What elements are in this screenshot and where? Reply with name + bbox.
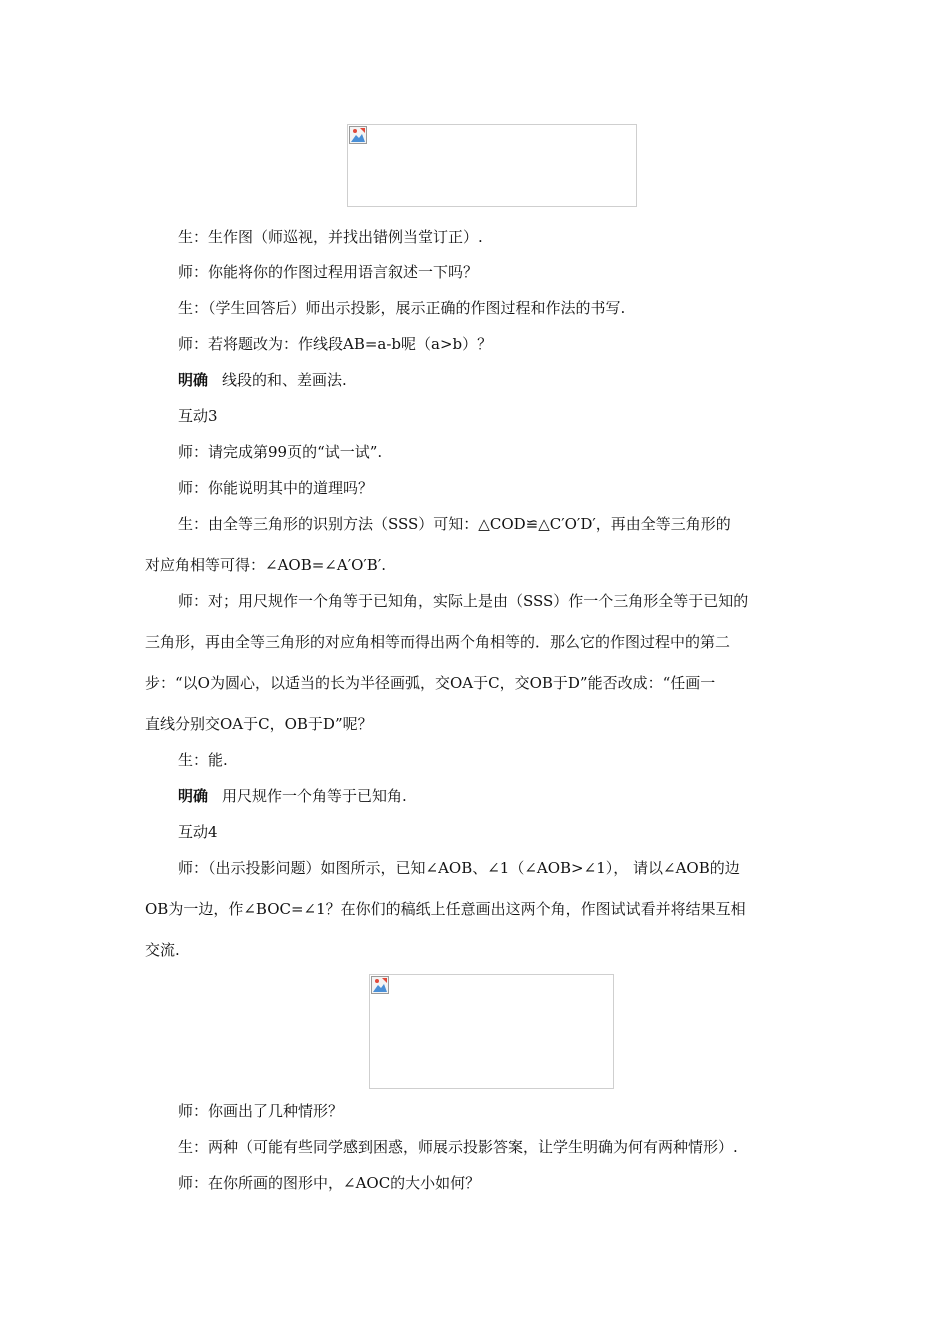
paragraph-line: 师：（出示投影问题）如图所示，已知∠AOB、∠1（∠AOB>∠1）， 请以∠AOB的边 — [178, 859, 740, 877]
emphasis-label: 明确 — [178, 371, 209, 389]
figure-image-1 — [347, 124, 637, 207]
paragraph: 生：（学生回答后）师出示投影，展示正确的作图过程和作法的书写. — [178, 299, 626, 317]
figure-image-2 — [369, 974, 614, 1089]
paragraph-line: 直线分别交OA于C，OB于D”呢？ — [145, 715, 373, 733]
emphasis-label: 明确 — [178, 787, 209, 805]
paragraph: 师：你能说明其中的道理吗？ — [178, 479, 374, 497]
paragraph-line: 对应角相等可得：∠AOB=∠A′O′B′. — [145, 556, 386, 574]
paragraph-text: 用尺规作一个角等于已知角. — [222, 787, 407, 805]
section-heading: 互动3 — [178, 407, 218, 425]
paragraph: 师：你能将你的作图过程用语言叙述一下吗？ — [178, 263, 479, 281]
broken-image-icon — [349, 126, 367, 144]
paragraph: 生：能. — [178, 751, 228, 769]
paragraph — [178, 786, 805, 806]
paragraph: 师：若将题改为：作线段AB=a-b呢（a>b）？ — [178, 335, 493, 353]
paragraph: 生：生作图（师巡视，并找出错例当堂订正）. — [178, 228, 483, 246]
broken-image-icon — [371, 976, 389, 994]
paragraph: 师：你画出了几种情形？ — [178, 1102, 344, 1120]
paragraph: 师：在你所画的图形中，∠AOC的大小如何？ — [178, 1174, 481, 1192]
paragraph-line: 生：由全等三角形的识别方法（SSS）可知：△COD≌△C′O′D′，再由全等三角形的 — [178, 515, 731, 533]
paragraph — [178, 370, 805, 390]
paragraph-line: 三角形，再由全等三角形的对应角相等而得出两个角相等的．那么它的作图过程中的第二 — [145, 633, 731, 651]
paragraph-line: OB为一边，作∠BOC=∠1？在你们的稿纸上任意画出这两个角，作图试试看并将结果互相 — [145, 900, 746, 918]
paragraph: 生：两种（可能有些同学感到困惑，师展示投影答案，让学生明确为何有两种情形）. — [178, 1138, 738, 1156]
paragraph-line: 步：“以O为圆心，以适当的长为半径画弧，交OA于C，交OB于D”能否改成：“任画一 — [145, 674, 716, 692]
section-heading: 互动4 — [178, 823, 218, 841]
paragraph-line: 交流. — [145, 941, 180, 959]
paragraph-line: 师：对；用尺规作一个角等于已知角，实际上是由（SSS）作一个三角形全等于已知的 — [178, 592, 749, 610]
paragraph-text: 线段的和、差画法. — [222, 371, 347, 389]
paragraph: 师：请完成第99页的“试一试”. — [178, 443, 383, 461]
